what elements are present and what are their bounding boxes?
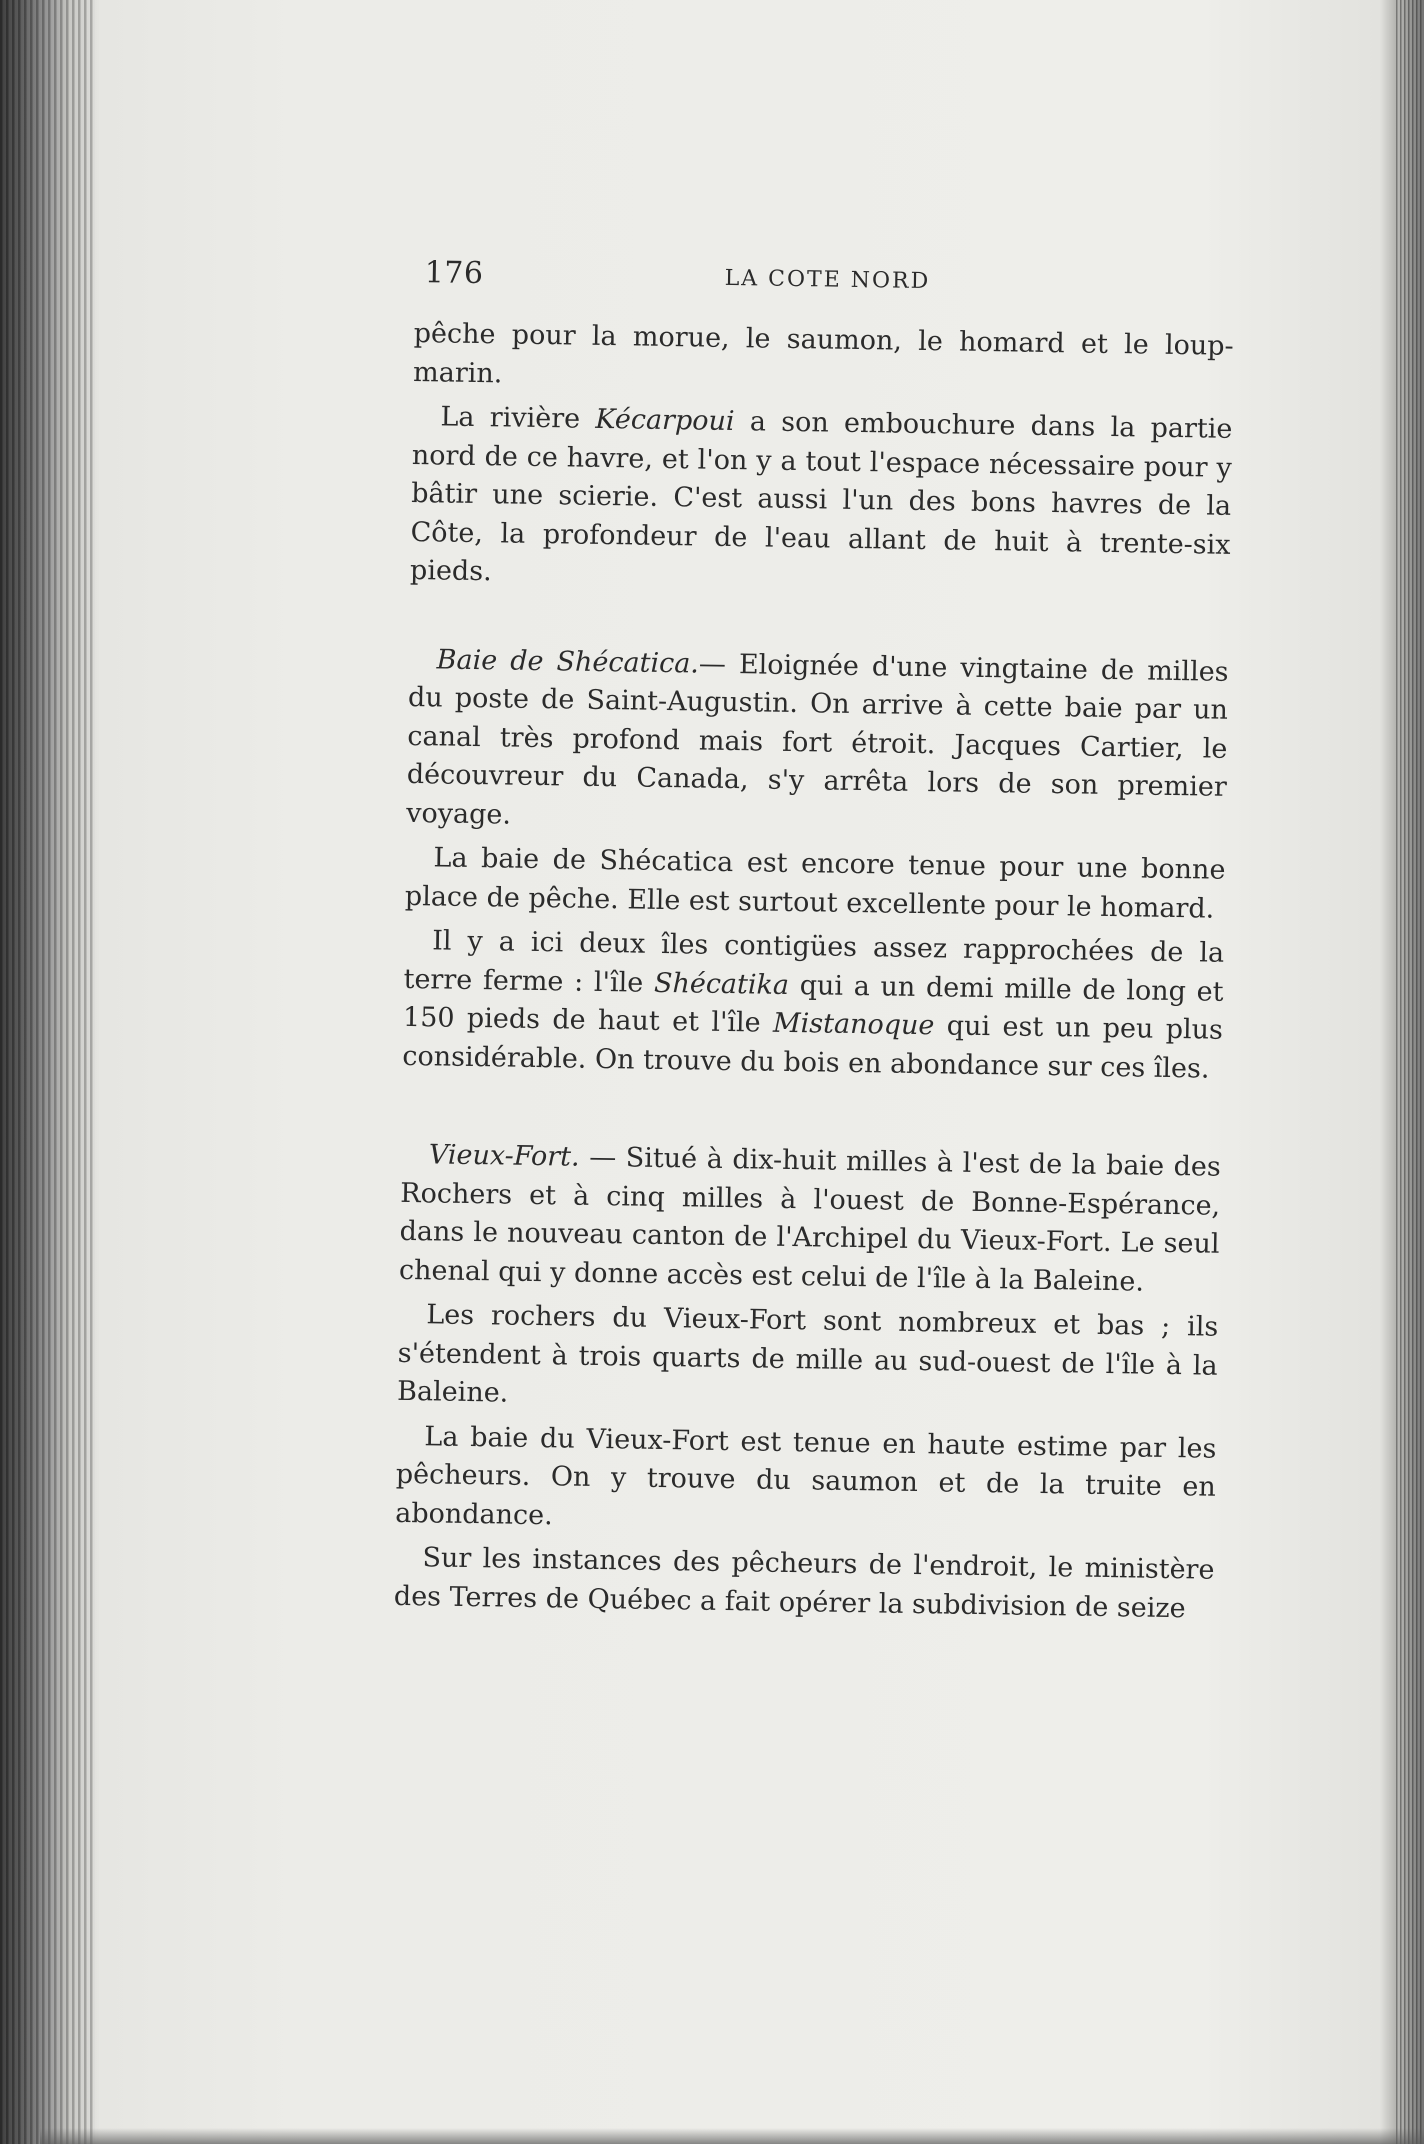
- page-text: [394, 255, 1235, 1629]
- section-heading-vieux-fort: Vieux-Fort.: [428, 1139, 580, 1173]
- paragraph-9: [394, 1539, 1215, 1629]
- paragraph-text: La baie de Shécatica est encore tenue pour une bonne place de pêche. Elle est surtout excellente pour le homard.: [404, 842, 1226, 925]
- running-head: [414, 255, 1235, 328]
- paragraph-4: [405, 839, 1226, 929]
- paragraph-text: Les rochers du Vieux-Fort sont nombreux et bas ; ils s'étendent à trois quarts de mille au sud-ouest de l'île à la Baleine.: [396, 1299, 1219, 1409]
- paragraph-7: [397, 1296, 1219, 1424]
- paragraph-text: a son embouchure dans la partie nord de ce havre, et l'on y a tout l'espace nécessaire pour y bâtir une scierie. C'est aussi l'un des bons havres de la Côte, la profondeur de l'eau allant de huit à trente-six pieds.: [409, 406, 1233, 588]
- paragraph-5: [402, 922, 1224, 1089]
- page-edge-right: [1396, 0, 1424, 2144]
- island-name-italic: Shécatika: [653, 967, 790, 1001]
- paragraph-text: Sur les instances des pêcheurs de l'endroit, le ministère des Terres de Québec a fait opérer la subdivision de seize: [393, 1542, 1215, 1624]
- running-title: LA COTE NORD: [724, 265, 931, 295]
- paragraph-text: qui est un peu plus considérable. On trouve du bois en abondance sur ces îles.: [402, 1010, 1224, 1085]
- paragraph-1: [413, 315, 1234, 405]
- paragraph-8: [395, 1417, 1217, 1545]
- paragraph-text: — Eloignée d'une vingtaine de milles du poste de Saint-Augustin. On arrive à cette baie par un canal très profond mais fort étroit. Jacques Cartier, le découvreur du Canada, s'y arrêta lors de son premier voyage.: [405, 648, 1229, 831]
- section-heading-shecatica: Baie de Shécatica.: [436, 643, 700, 680]
- paragraph-text: — Situé à dix-huit milles à l'est de la baie des Rochers et à cinq milles à l'ouest de Bonne-Espérance, dans le nouveau canton de l'Archipel du Vieux-Fort. Le seul chenal qui y donne accès est celui de l'île à la Baleine.: [398, 1141, 1222, 1298]
- river-name-italic: Kécarpoui: [595, 403, 735, 438]
- page-edge-bottom: [40, 2128, 1424, 2144]
- paragraph-text: La rivière: [440, 401, 596, 435]
- paragraph-text: La baie du Vieux-Fort est tenue en haute estime par les pêcheurs. On y trouve du saumon et de la truite en abondance.: [394, 1420, 1217, 1531]
- paragraph-text: qui a un demi mille de long et 150 pieds de haut et l'île: [402, 969, 1224, 1039]
- paragraph-3: [406, 640, 1229, 845]
- island-name-italic: Mistanoque: [772, 1007, 935, 1042]
- book-spine: [0, 0, 95, 2144]
- paragraph-text: pêche pour la morue, le saumon, le homard et le loup-marin.: [412, 317, 1234, 389]
- paragraph-text: Il y a ici deux îles contigües assez rapprochées de la terre ferme : l'île: [403, 925, 1225, 999]
- page-number: 176: [424, 255, 484, 292]
- paragraph-2: [410, 398, 1233, 603]
- paragraph-6: [399, 1136, 1221, 1303]
